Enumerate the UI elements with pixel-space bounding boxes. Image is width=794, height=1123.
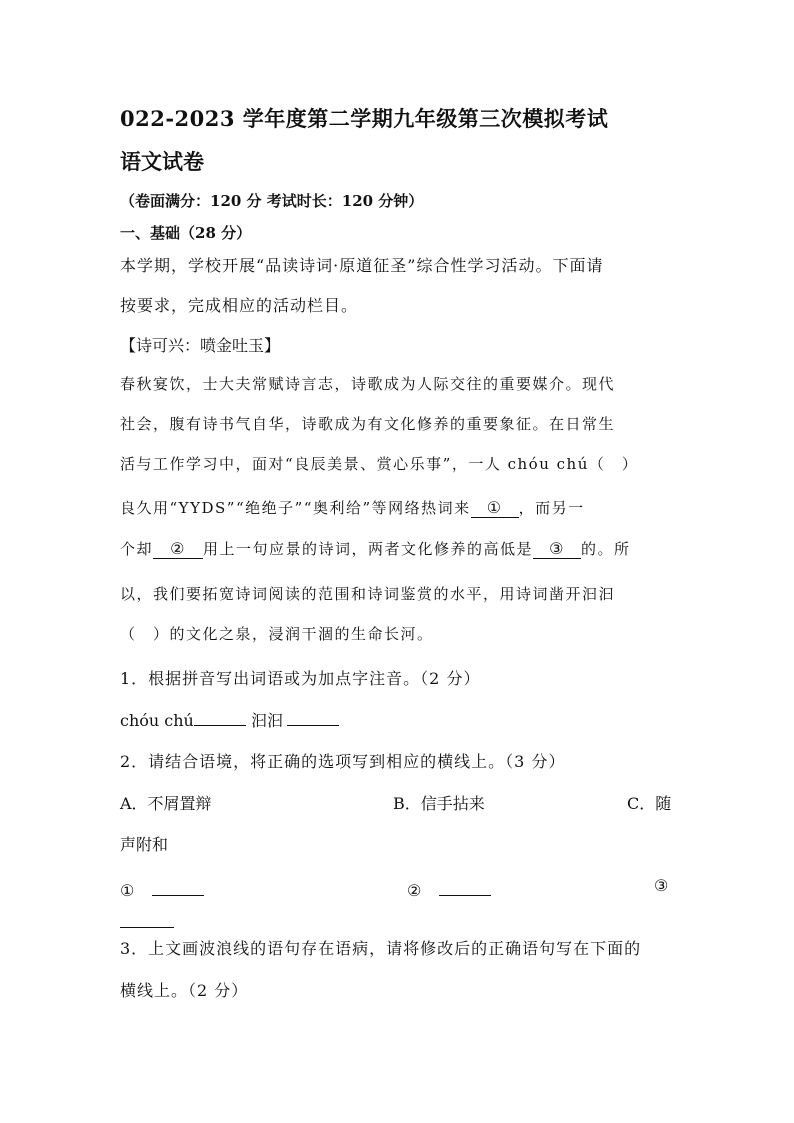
- exam-meta: （卷面满分：120 分 考试时长：120 分钟）: [120, 192, 424, 210]
- answer-mark-3: ③: [654, 876, 669, 895]
- passage-text: ，而另一: [518, 499, 585, 517]
- pinyin-label: chóu chú: [120, 711, 194, 730]
- passage-text: 良久用“YYDS”“绝绝子”“奥利给”等网络热词来: [120, 499, 471, 517]
- answer-blank[interactable]: [194, 706, 246, 726]
- passage-line: 社会，腹有诗书气自华，诗歌成为有文化修养的重要象征。在日常生: [120, 415, 616, 433]
- exam-title: 022-2023 学年度第二学期九年级第三次模拟考试: [120, 106, 609, 131]
- mark: ①: [120, 881, 135, 900]
- answer-mark-3-line: [120, 908, 174, 932]
- passage-text: 的。所: [581, 540, 631, 558]
- option-c: C．随: [627, 794, 672, 813]
- question-1-answers: [120, 706, 339, 731]
- word-label: 汩汩: [245, 711, 283, 730]
- blank-3: ③: [533, 539, 581, 559]
- passage-text: 用上一句应景的诗词，两者文化修养的高低是: [203, 540, 534, 558]
- passage-line: [120, 538, 631, 559]
- exam-subtitle: 语文试卷: [120, 149, 204, 174]
- option-b: B．信手拈来: [393, 794, 485, 813]
- blank-1: ①: [471, 498, 519, 518]
- answer-mark-1: [120, 876, 204, 900]
- passage-text: 个却: [120, 540, 154, 558]
- subsection-heading: 【诗可兴：喷金吐玉】: [120, 336, 281, 355]
- question-1: 1．根据拼音写出词语或为加点字注音。（2 分）: [120, 669, 481, 688]
- passage-line: [120, 497, 585, 518]
- question-2: 2．请结合语境，将正确的选项写到相应的横线上。（3 分）: [120, 752, 566, 771]
- question-3-cont: 横线上。（2 分）: [120, 981, 249, 1000]
- blank-2: ②: [153, 539, 203, 559]
- answer-mark-2: [407, 876, 491, 900]
- passage-line: 活与工作学习中，面对“良辰美景、赏心乐事”，一人 chóu chú（ ）: [120, 455, 639, 473]
- question-3: 3．上文画波浪线的语句存在语病，请将修改后的正确语句写在下面的: [120, 939, 642, 958]
- passage-line: （ ）的文化之泉，浸润干涸的生命长河。: [120, 625, 434, 643]
- option-a: A．不屑置辩: [120, 794, 212, 813]
- option-c-cont: 声附和: [120, 835, 169, 854]
- section-heading: 一、基础（28 分）: [120, 224, 252, 242]
- answer-blank[interactable]: [439, 876, 491, 896]
- intro-line: 本学期，学校开展“品读诗词·原道征圣”综合性学习活动。下面请: [120, 256, 604, 275]
- passage-line: 以，我们要拓宽诗词阅读的范围和诗词鉴赏的水平，用诗词凿开汩汩: [120, 585, 616, 603]
- intro-line: 按要求，完成相应的活动栏目。: [120, 296, 359, 315]
- mark: ②: [407, 881, 422, 900]
- answer-blank[interactable]: [120, 908, 174, 928]
- passage-line: 春秋宴饮，士大夫常赋诗言志，诗歌成为人际交往的重要媒介。现代: [120, 375, 616, 393]
- answer-blank[interactable]: [287, 706, 339, 726]
- answer-blank[interactable]: [152, 876, 204, 896]
